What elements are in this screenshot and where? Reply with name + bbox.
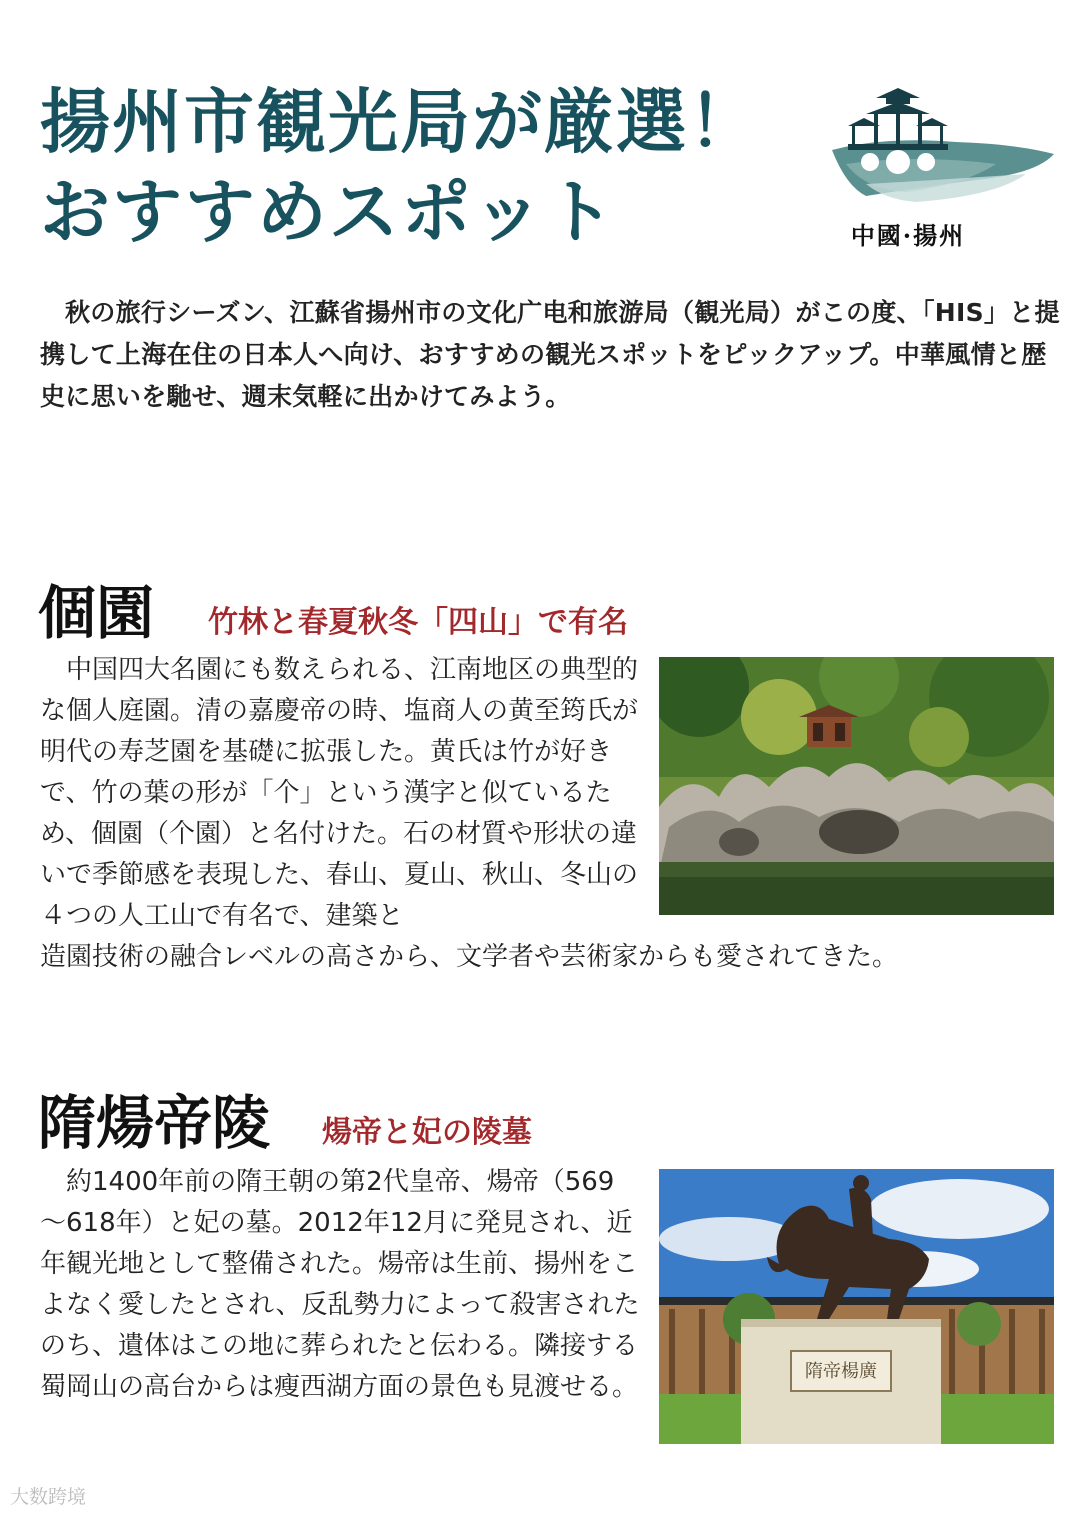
section-body-sui-tomb: 約1400年前の隋王朝の第2代皇帝、煬帝（569～618年）と妃の墓。2012年12月に発見され、近年観光地として整備された。煬帝は生前、揚州をこよなく愛したとされ、反乱勢力によって殺害されたのち、遺体はこの地に葬られたと伝わる。隣接する蜀岡山の高台からは瘦西湖方面の景色も見渡せる。 <box>40 1167 640 1402</box>
section-subtitle-sui-tomb: 煬帝と妃の陵墓 <box>322 1115 532 1150</box>
section-body-geyuan: 中国四大名園にも数えられる、江南地区の典型的な個人庭園。清の嘉慶帝の時、塩商人の黄至筠氏が明代の寿芝園を基礎に拡張した。黄氏は竹が好きで、竹の葉の形が「个」という漢字と似ているため、個園（个園）と名付けた。石の材質や形状の違いで季節感を表現した、春山、夏山、秋山、冬山の４つの人工山で有名で、建築と <box>40 655 639 931</box>
garden-photo <box>659 657 1054 915</box>
garden-pavilion-rockery-photo-icon <box>659 657 1054 915</box>
watermark: 大数跨境 <box>10 1486 87 1508</box>
yangzhou-logo <box>826 84 1058 256</box>
logo-text: 中國·揚州 <box>850 221 966 250</box>
pavilion-bridge-icon <box>826 84 1058 224</box>
section-title-sui-tomb: 隋煬帝陵 <box>38 1089 271 1157</box>
section-subtitle-geyuan: 竹林と春夏秋冬「四山」で有名 <box>208 605 628 640</box>
equestrian-statue-photo-icon <box>659 1169 1054 1444</box>
section-body-geyuan-last-line: 造園技術の融合レベルの高さから、文学者や芸術家からも愛されてきた。 <box>40 942 899 972</box>
plaque-text: 隋帝楊廣 <box>805 1361 877 1382</box>
page-title-line-1: 揚州市観光局が厳選！ <box>40 80 760 163</box>
section-title-geyuan: 個園 <box>38 579 155 647</box>
page-title-line-2: おすすめスポット <box>40 170 617 253</box>
intro-paragraph: 秋の旅行シーズン、江蘇省揚州市の文化广电和旅游局（観光局）がこの度、「HIS」と提携して上海在住の日本人へ向け、おすすめの観光スポットをピックアップ。中華風情と歴史に思いを馳せ、週末気軽に出かけてみよう。 <box>40 298 1060 411</box>
statue-photo <box>659 1169 1054 1444</box>
